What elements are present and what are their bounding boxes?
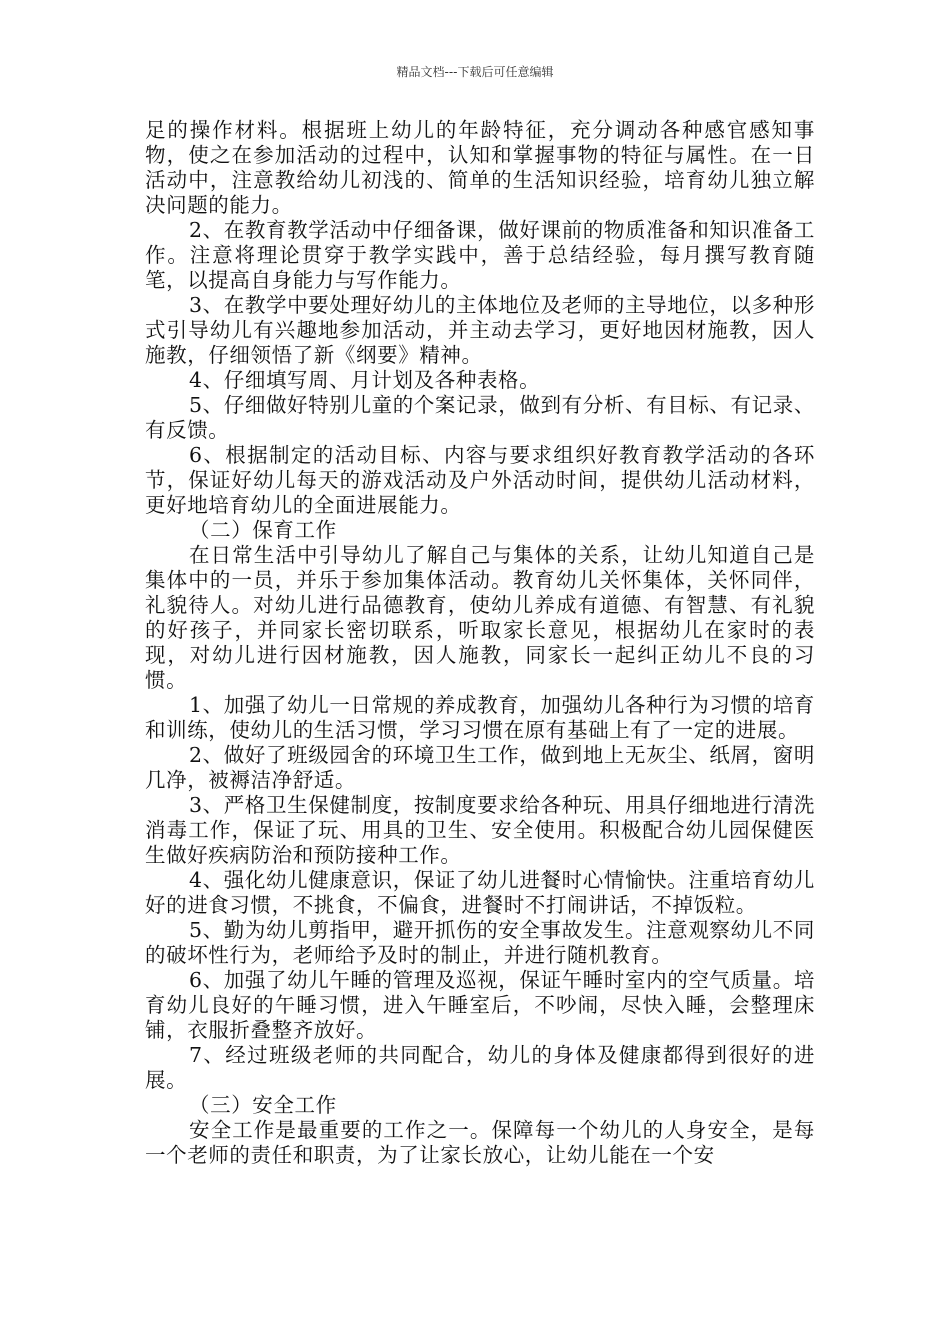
paragraph: 在日常生活中引导幼儿了解自己与集体的关系，让幼儿知道自己是集体中的一员，并乐于参加集体活动。教育幼儿关怀集体，关怀同伴，礼貌待人。对幼儿进行品德教育，使幼儿养成有道德、有智慧、有礼貌的好孩子，并同家长密切联系，听取家长意见，根据幼儿在家时的表现，对幼儿进行因材施教，因人施教，同家长一起纠正幼儿不良的习惯。	[145, 543, 815, 692]
paragraph: 2、做好了班级园舍的环境卫生工作，做到地上无灰尘、纸屑，窗明几净，被褥洁净舒适。	[145, 743, 815, 792]
paragraph: 2、在教育教学活动中仔细备课，做好课前的物质准备和知识准备工作。注意将理论贯穿于教学实践中，善于总结经验，每月撰写教育随笔，以提高自身能力与写作能力。	[145, 218, 815, 292]
page-header: 精品文档---下载后可任意编辑	[396, 65, 554, 79]
paragraph: 安全工作是最重要的工作之一。保障每一个幼儿的人身安全，是每一个老师的责任和职责，为了让家长放心，让幼儿能在一个安	[145, 1118, 815, 1167]
paragraph: 5、仔细做好特别儿童的个案记录，做到有分析、有目标、有记录、有反馈。	[145, 393, 815, 442]
paragraph: 4、强化幼儿健康意识，保证了幼儿进餐时心情愉快。注重培育幼儿好的进食习惯，不挑食，不偏食，进餐时不打闹讲话，不掉饭粒。	[145, 868, 815, 917]
document-body	[145, 118, 815, 1168]
paragraph: 4、仔细填写周、月计划及各种表格。	[189, 368, 541, 392]
paragraph: 6、根据制定的活动目标、内容与要求组织好教育教学活动的各环节，保证好幼儿每天的游戏活动及户外活动时间，提供幼儿活动材料，更好地培育幼儿的全面进展能力。	[145, 443, 815, 517]
paragraph: 1、加强了幼儿一日常规的养成教育，加强幼儿各种行为习惯的培育和训练，使幼儿的生活习惯，学习习惯在原有基础上有了一定的进展。	[145, 693, 815, 742]
paragraph: 7、经过班级老师的共同配合，幼儿的身体及健康都得到很好的进展。	[145, 1043, 815, 1092]
paragraph: 6、加强了幼儿午睡的管理及巡视，保证午睡时室内的空气质量。培育幼儿良好的午睡习惯，进入午睡室后，不吵闹，尽快入睡，会整理床铺，衣服折叠整齐放好。	[145, 968, 815, 1042]
paragraph: 3、严格卫生保健制度，按制度要求给各种玩、用具仔细地进行清洗消毒工作，保证了玩、用具的卫生、安全使用。积极配合幼儿园保健医生做好疾病防治和预防接种工作。	[145, 793, 815, 867]
section-heading: （三）安全工作	[189, 1093, 337, 1117]
paragraph: 5、勤为幼儿剪指甲，避开抓伤的安全事故发生。注意观察幼儿不同的破坏性行为，老师给予及时的制止，并进行随机教育。	[145, 918, 815, 967]
paragraph: 足的操作材料。根据班上幼儿的年龄特征，充分调动各种感官感知事物，使之在参加活动的过程中，认知和掌握事物的特征与属性。在一日活动中，注意教给幼儿初浅的、简单的生活知识经验，培育幼儿独立解决问题的能力。	[145, 118, 815, 217]
section-heading: （二）保育工作	[189, 518, 337, 542]
paragraph: 3、在教学中要处理好幼儿的主体地位及老师的主导地位，以多种形式引导幼儿有兴趣地参加活动，并主动去学习，更好地因材施教，因人施教，仔细领悟了新《纲要》精神。	[145, 293, 815, 367]
